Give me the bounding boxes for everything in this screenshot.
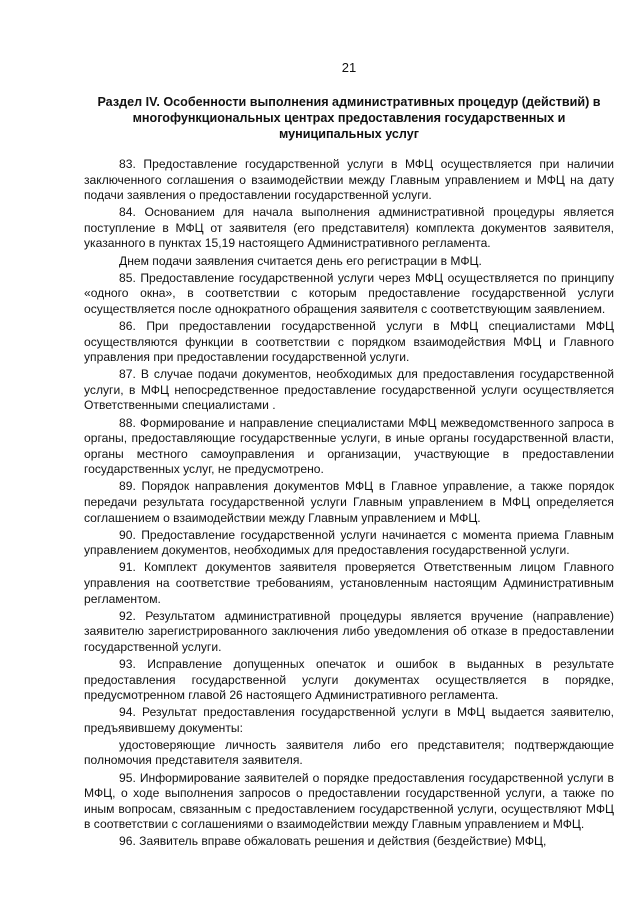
paragraph: 93. Исправление допущенных опечаток и ошибок в выданных в результате предоставления государственной услуги документах осуществляется в порядке, предусмотренном главой 26 настоящего Административного регламента. <box>84 656 614 703</box>
paragraph: 89. Порядок направления документов МФЦ в Главное управление, а также порядок передачи результата государственной услуги Главным управлением в МФЦ определяется соглашением о взаимодействии между Главным управлением и МФЦ. <box>84 479 614 525</box>
paragraph: удостоверяющие личность заявителя либо его представителя; подтверждающие полномочия представителя заявителя. <box>84 737 614 768</box>
paragraph: 92. Результатом административной процедуры является вручение (направление) заявителю зарегистрированного заключения либо уведомления об отказе в предоставлении государственной услуги. <box>84 608 614 654</box>
section-title: Раздел IV. Особенности выполнения административных процедур (действий) в многофункциональных центрах предоставления государственных и муниципальных услуг <box>97 95 601 141</box>
paragraph: 91. Комплект документов заявителя проверяется Ответственным лицом Главного управления на соответствие требованиям, установленным настоящим Административным регламентом. <box>84 560 614 606</box>
paragraph: 96. Заявитель вправе обжаловать решения и действия (бездействие) МФЦ, <box>119 834 547 849</box>
paragraph: 86. При предоставлении государственной услуги в МФЦ специалистами МФЦ осуществляются функции в соответствии с порядком взаимодействия МФЦ и Главного управления при предоставлении государственной услуги. <box>84 318 614 365</box>
paragraph: 90. Предоставление государственной услуги начинается с момента приема Главным управлением документов, необходимых для предоставления государственной услуги. <box>84 527 614 558</box>
document-page <box>84 60 614 852</box>
paragraph: 84. Основанием для начала выполнения административной процедуры является поступление в МФЦ от заявителя (его представителя) комплекта документов заявителя, указанного в пунктах 15,19 настоящего Административного регламента. <box>84 205 614 251</box>
body-text <box>84 157 614 850</box>
paragraph: 94. Результат предоставления государственной услуги в МФЦ выдается заявителю, предъявившему документы: <box>84 705 614 735</box>
paragraph: Днем подачи заявления считается день его регистрации в МФЦ. <box>119 253 482 268</box>
paragraph: 87. В случае подачи документов, необходимых для предоставления государственной услуги, в МФЦ непосредственное предоставление государственной услуги осуществляется Ответственными специалистами . <box>84 367 614 413</box>
paragraph: 88. Формирование и направление специалистами МФЦ межведомственного запроса в органы, предоставляющие государственные услуги, в иные органы государственной власти, органы местного самоуправления и организации, участвующие в предоставлении государственных услуг, не предусмотрено. <box>84 415 614 477</box>
paragraph: 83. Предоставление государственной услуги в МФЦ осуществляется при наличии заключенного соглашения о взаимодействии между Главным управлением и МФЦ на дату подачи заявления о предоставлении государственной услуги. <box>84 157 614 203</box>
paragraph: 85. Предоставление государственной услуги через МФЦ осуществляется по принципу «одного окна», в соответствии с которым предоставление государственной услуги осуществляется после однократного обращения заявителя с соответствующим заявлением. <box>84 270 614 316</box>
paragraph: 95. Информирование заявителей о порядке предоставления государственной услуги в МФЦ, о ходе выполнения запросов о предоставлении государственной услуги, а также по иным вопросам, связанным с предоставлением государственной услуги, осуществляют МФЦ в соответствии с соглашениями о взаимодействии между Главным управлением и МФЦ. <box>84 770 614 832</box>
page-number: 21 <box>341 60 357 75</box>
